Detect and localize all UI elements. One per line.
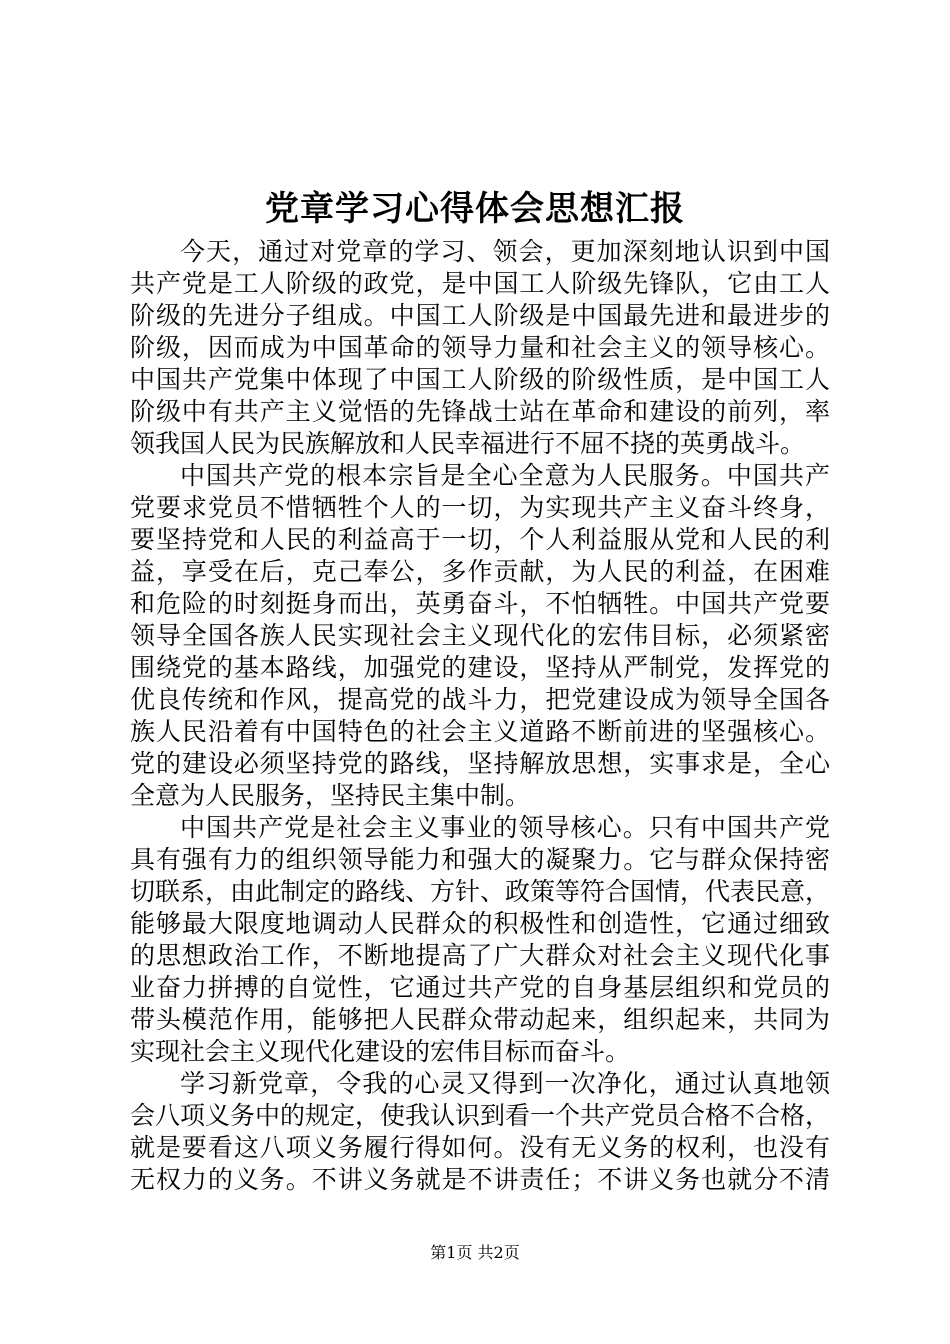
paragraph-4-line-4: 无权力的义务。不讲义务就是不讲责任；不讲义务也就分不清 — [130, 1165, 830, 1194]
paragraph-2-line-8: 优良传统和作风，提高党的战斗力，把党建设成为领导全国各 — [130, 685, 830, 714]
paragraph-3-line-6: 业奋力拼搏的自觉性，它通过共产党的自身基层组织和党员的 — [130, 973, 830, 1002]
paragraph-2-line-2: 党要求党员不惜牺牲个人的一切，为实现共产主义奋斗终身， — [130, 493, 830, 522]
paragraph-1-line-6: 阶级中有共产主义觉悟的先锋战士站在革命和建设的前列，率 — [130, 397, 830, 426]
paragraph-3-line-8: 实现社会主义现代化建设的宏伟目标而奋斗。 — [130, 1037, 631, 1066]
paragraph-1-line-4: 阶级，因而成为中国革命的领导力量和社会主义的领导核心。 — [130, 333, 830, 362]
paragraph-2-line-5: 和危险的时刻挺身而出，英勇奋斗，不怕牺牲。中国共产党要 — [130, 589, 830, 618]
paragraph-2-line-3: 要坚持党和人民的利益高于一切，个人利益服从党和人民的利 — [130, 525, 830, 554]
paragraph-2-line-11: 全意为人民服务，坚持民主集中制。 — [130, 781, 531, 810]
paragraph-4-line-1: 学习新党章，令我的心灵又得到一次净化，通过认真地领 — [180, 1069, 830, 1098]
paragraph-4-line-2: 会八项义务中的规定，使我认识到看一个共产党员合格不合格， — [130, 1101, 831, 1130]
document-title: 党章学习心得体会思想汇报 — [265, 189, 685, 229]
paragraph-1-line-1: 今天，通过对党章的学习、领会，更加深刻地认识到中国 — [180, 237, 830, 266]
paragraph-3-line-4: 能够最大限度地调动人民群众的积极性和创造性，它通过细致 — [130, 909, 830, 938]
paragraph-2-line-1: 中国共产党的根本宗旨是全心全意为人民服务。中国共产 — [180, 461, 830, 490]
paragraph-3-line-7: 带头模范作用，能够把人民群众带动起来，组织起来，共同为 — [130, 1005, 830, 1034]
document-body — [130, 236, 830, 1196]
paragraph-2-line-9: 族人民沿着有中国特色的社会主义道路不断前进的坚强核心。 — [130, 717, 830, 746]
paragraph-4-line-3: 就是要看这八项义务履行得如何。没有无义务的权利，也没有 — [130, 1133, 830, 1162]
paragraph-2-line-4: 益，享受在后，克己奉公，多作贡献，为人民的利益，在困难 — [130, 557, 830, 586]
paragraph-1-line-5: 中国共产党集中体现了中国工人阶级的阶级性质，是中国工人 — [130, 365, 830, 394]
paragraph-3-line-3: 切联系，由此制定的路线、方针、政策等符合国情，代表民意， — [130, 877, 831, 906]
paragraph-2-line-6: 领导全国各族人民实现社会主义现代化的宏伟目标，必须紧密 — [130, 621, 830, 650]
paragraph-3-line-1: 中国共产党是社会主义事业的领导核心。只有中国共产党 — [180, 813, 830, 842]
paragraph-1-line-2: 共产党是工人阶级的政党，是中国工人阶级先锋队，它由工人 — [130, 269, 830, 298]
paragraph-3-line-2: 具有强有力的组织领导能力和强大的凝聚力。它与群众保持密 — [130, 845, 830, 874]
paragraph-2-line-10: 党的建设必须坚持党的路线，坚持解放思想，实事求是，全心 — [130, 749, 830, 778]
paragraph-3-line-5: 的思想政治工作，不断地提高了广大群众对社会主义现代化事 — [130, 941, 830, 970]
paragraph-1-line-3: 阶级的先进分子组成。中国工人阶级是中国最先进和最进步的 — [130, 301, 830, 330]
page-number-footer: 第1页 共2页 — [430, 1243, 520, 1262]
paragraph-1-line-7: 领我国人民为民族解放和人民幸福进行不屈不挠的英勇战斗。 — [130, 429, 806, 458]
paragraph-2-line-7: 围绕党的基本路线，加强党的建设，坚持从严制党，发挥党的 — [130, 653, 830, 682]
